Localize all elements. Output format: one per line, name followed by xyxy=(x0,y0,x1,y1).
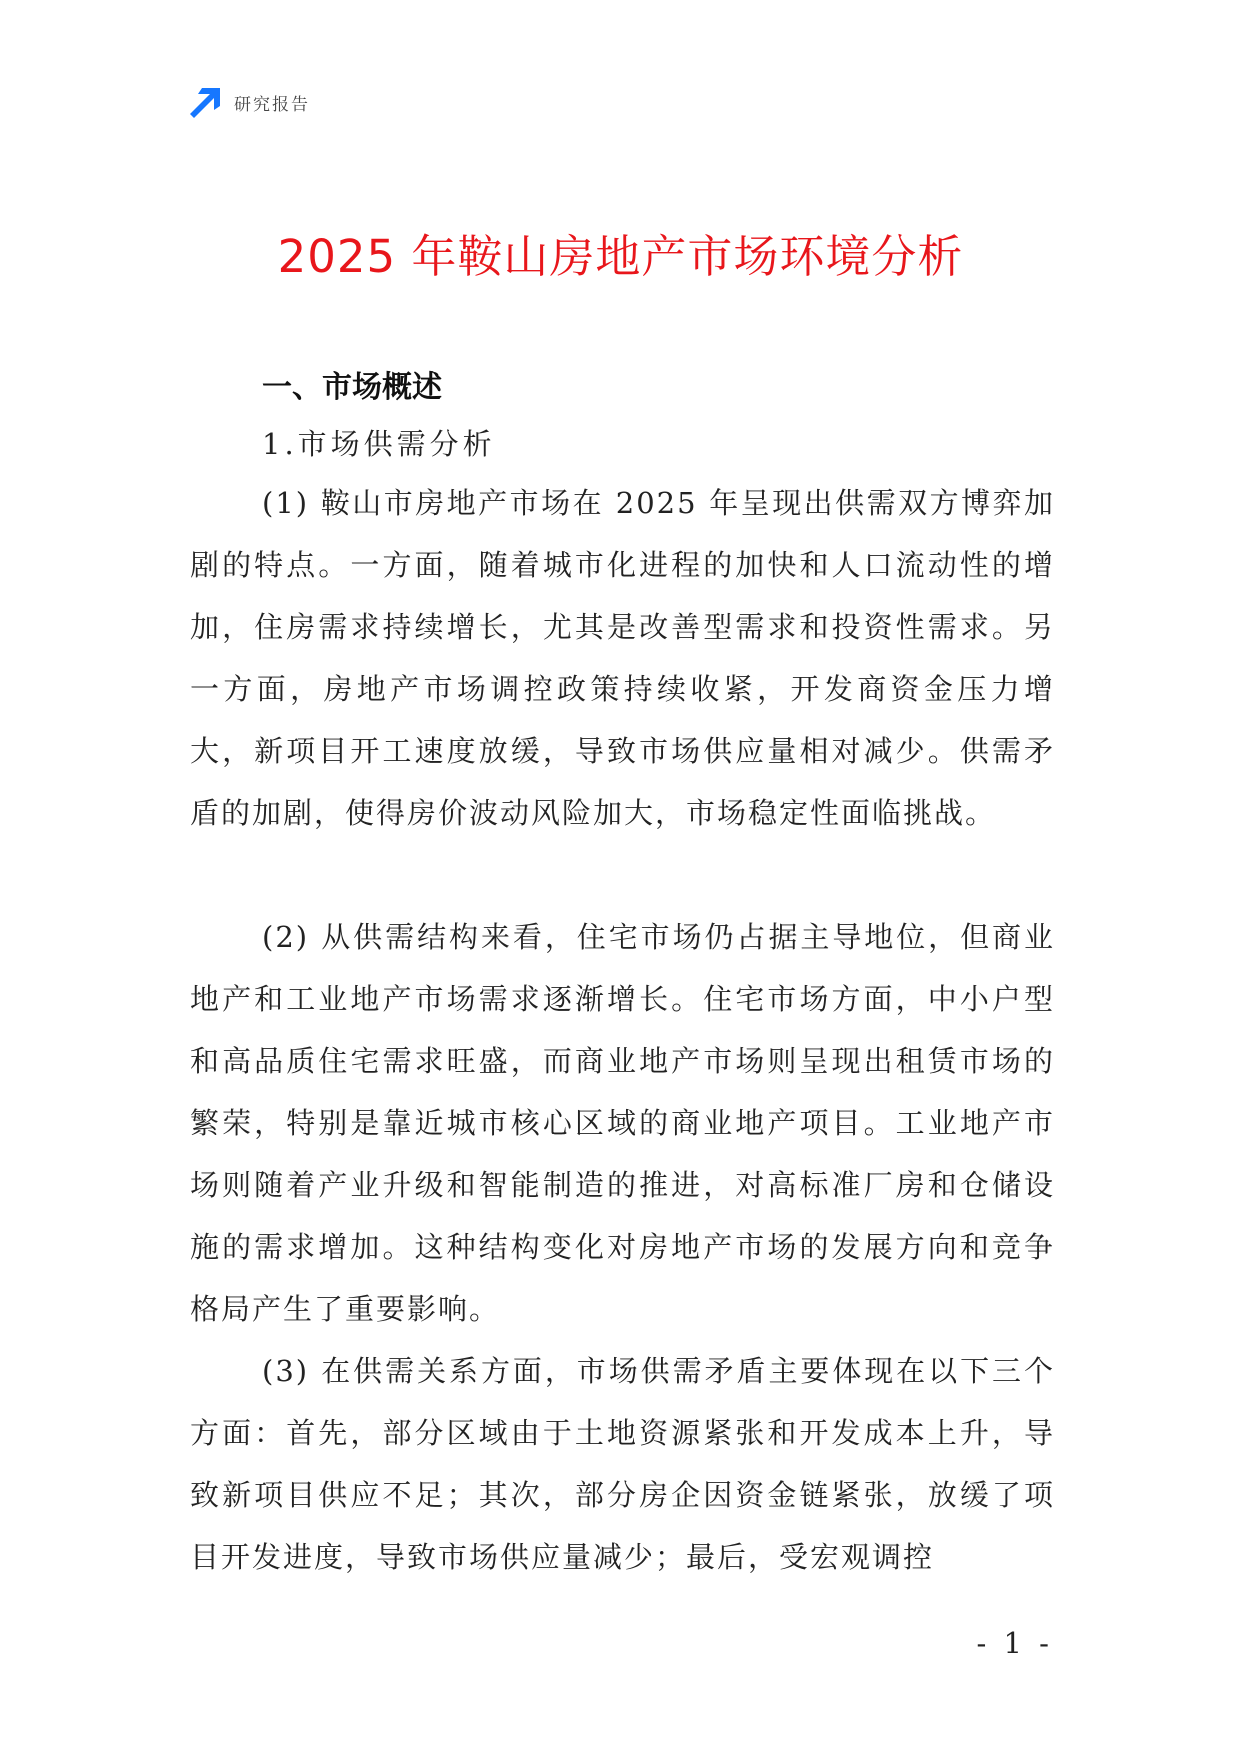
subsection-heading: 1.市场供需分析 xyxy=(262,427,496,461)
document-title: 2025 年鞍山房地产市场环境分析 xyxy=(277,230,964,283)
section-heading: 一、市场概述 xyxy=(262,370,442,405)
page-number: - 1 - xyxy=(976,1626,1053,1660)
paragraph: (1) 鞍山市房地产市场在 2025 年呈现出供需双方博弈加剧的特点。一方面，随着城市化进程的加快和人口流动性的增加，住房需求持续增长，尤其是改善型需求和投资性需求。另一方面，房地产市场调控政策持续收紧，开发商资金压力增大，新项目开工速度放缓，导致市场供应量相对减少。供需矛盾的加剧，使得房价波动风险加大，市场稳定性面临挑战。 xyxy=(190,486,1055,830)
report-header xyxy=(190,86,310,118)
paragraph: (2) 从供需结构来看，住宅市场仍占据主导地位，但商业地产和工业地产市场需求逐渐增长。住宅市场方面，中小户型和高品质住宅需求旺盛，而商业地产市场则呈现出租赁市场的繁荣，特别是靠近城市核心区域的商业地产项目。工业地产市场则随着产业升级和智能制造的推进，对高标准厂房和仓储设施的需求增加。这种结构变化对房地产市场的发展方向和竞争格局产生了重要影响。 xyxy=(190,920,1055,1326)
arrow-up-right-icon xyxy=(190,86,222,118)
paragraph: (3) 在供需关系方面，市场供需矛盾主要体现在以下三个方面：首先，部分区域由于土地资源紧张和开发成本上升，导致新项目供应不足；其次，部分房企因资金链紧张，放缓了项目开发进度，导致市场供应量减少；最后，受宏观调控 xyxy=(190,1354,1055,1574)
header-label: 研究报告 xyxy=(234,94,310,115)
